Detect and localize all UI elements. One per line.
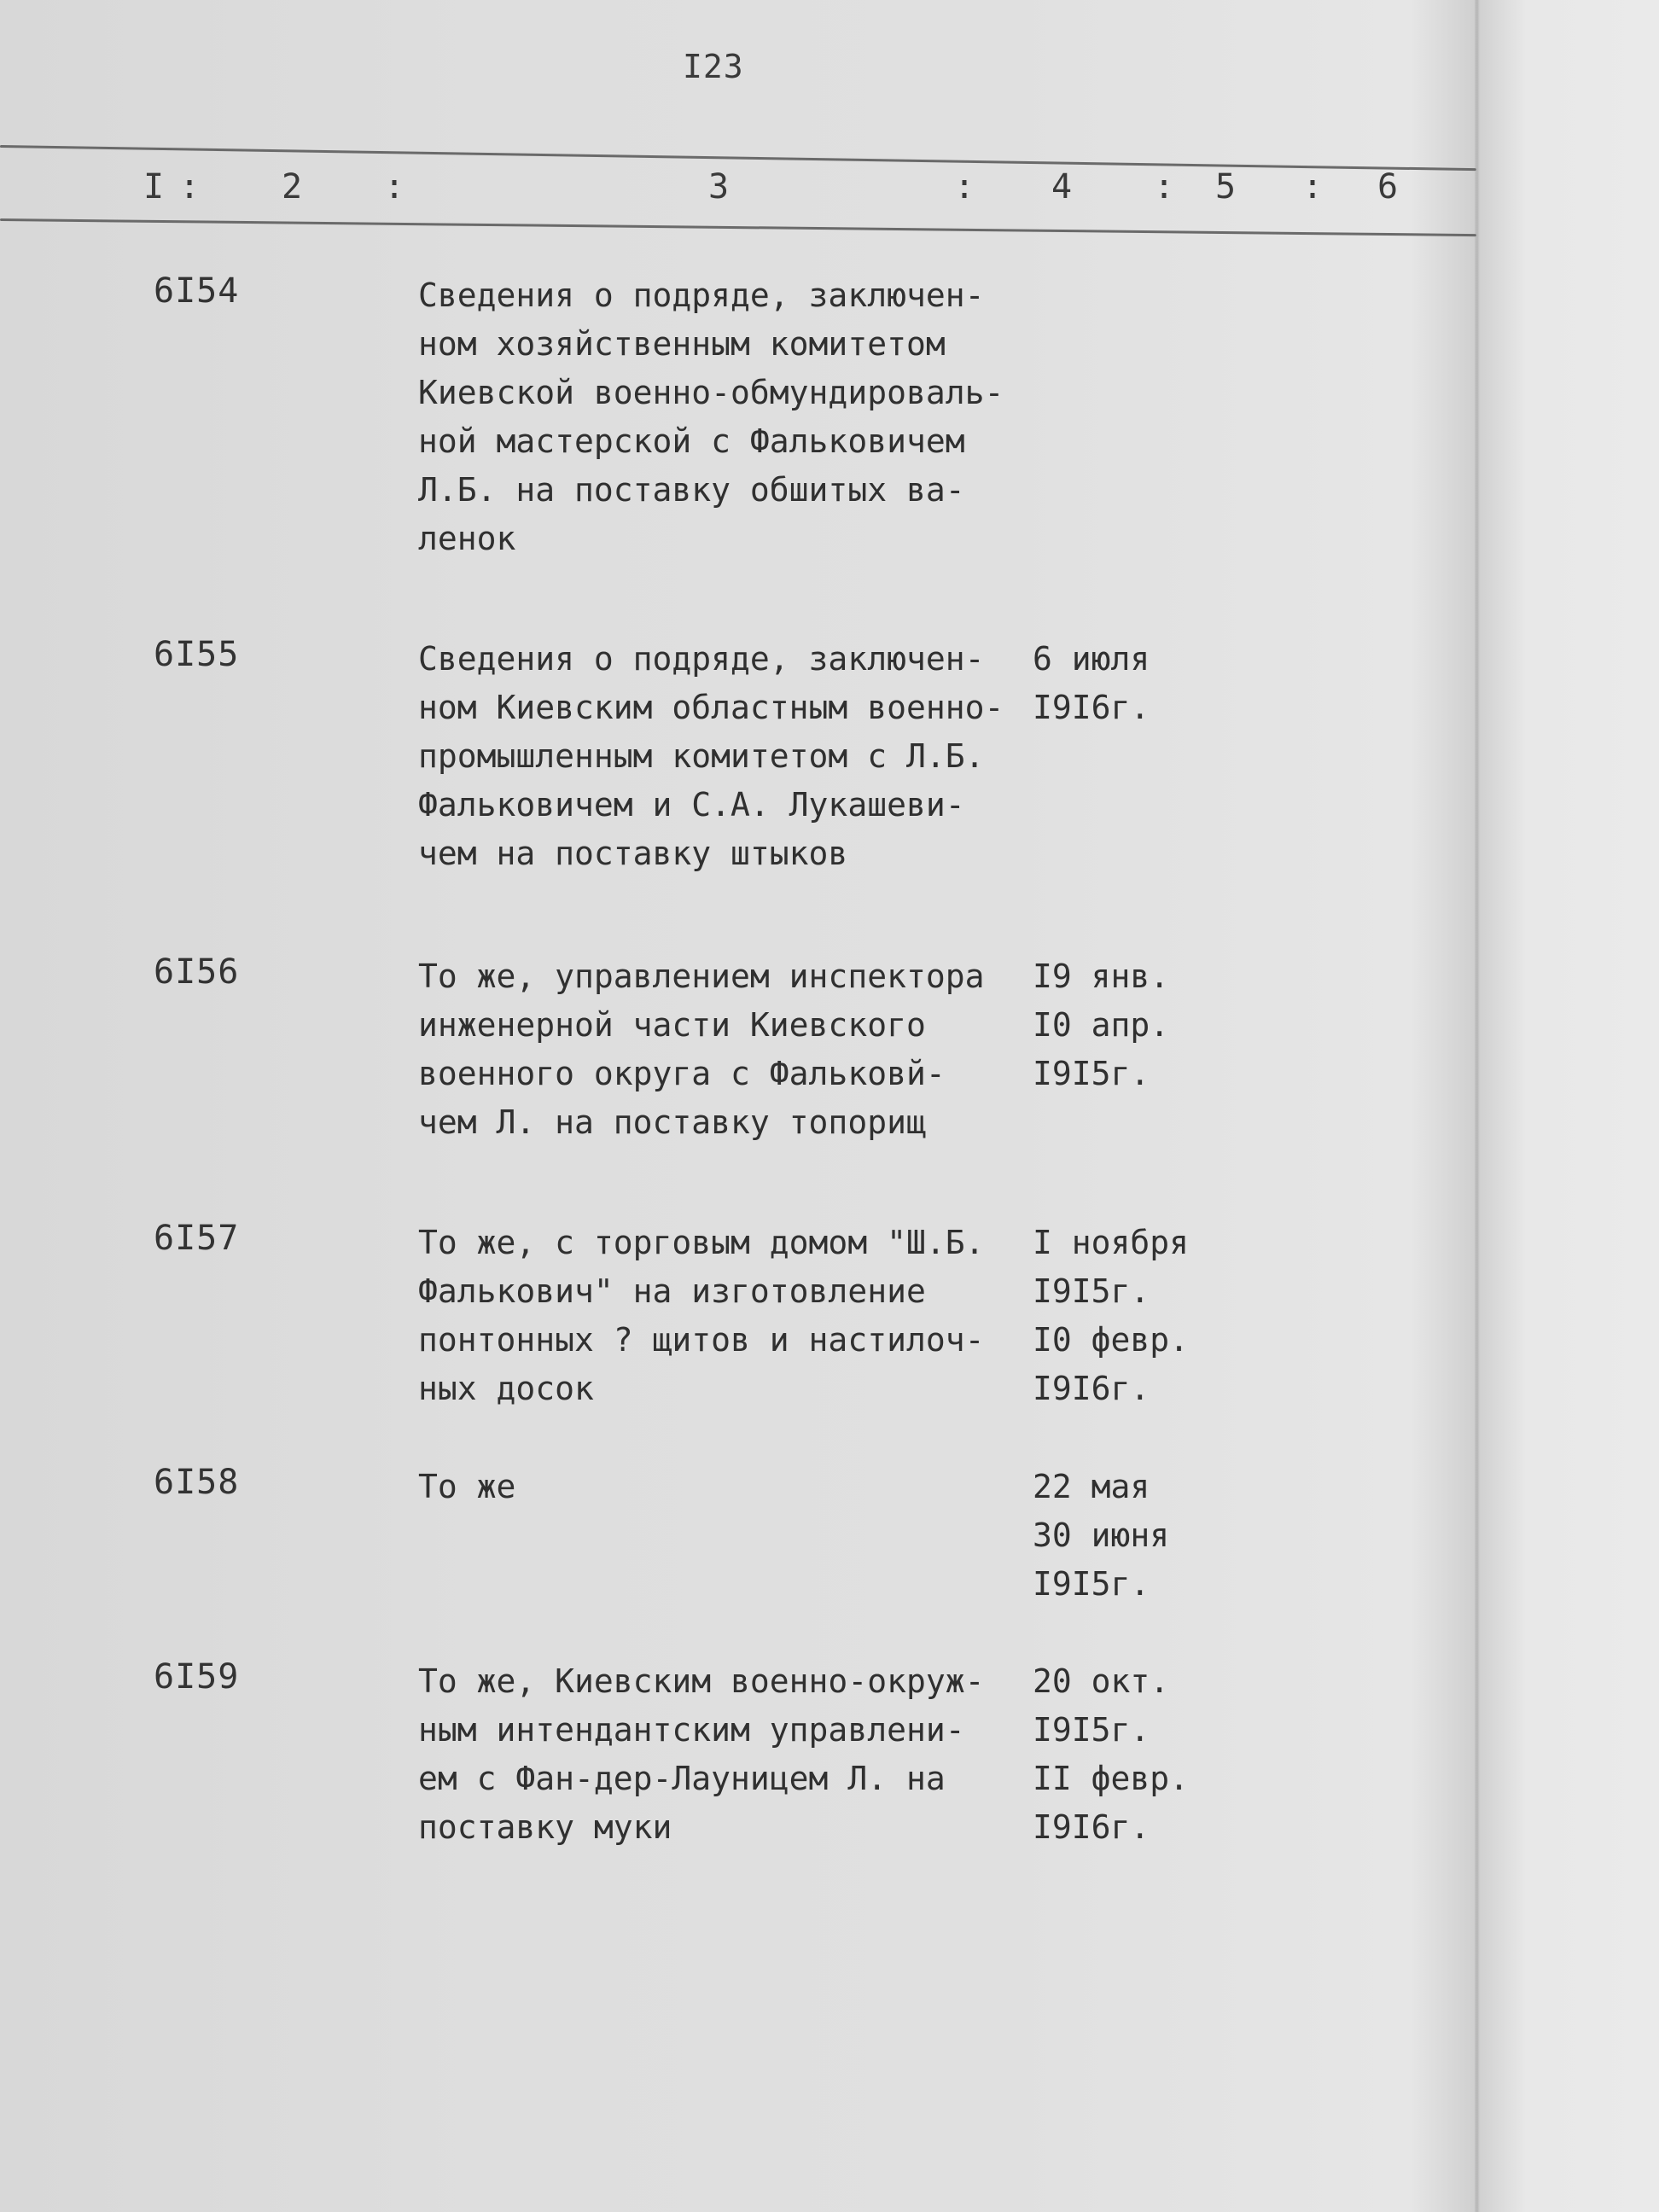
description-line: ных досок <box>418 1370 594 1407</box>
entry-number: 6I59 <box>154 1657 240 1697</box>
description-line: То же, с торговым домом "Ш.Б. <box>418 1224 985 1261</box>
date-line: I9I6г. <box>1033 1370 1150 1407</box>
column-header-1: I <box>143 167 165 207</box>
page-number: I23 <box>683 48 744 85</box>
description-line: промышленным комитетом с Л.Б. <box>418 737 985 775</box>
date-line: I0 февр. <box>1033 1321 1190 1359</box>
description-line: ной мастерской с Фальковичем <box>418 422 965 460</box>
entry-number: 6I54 <box>154 271 240 311</box>
description-line: чем на поставку штыков <box>418 835 848 872</box>
entry-number: 6I56 <box>154 952 240 992</box>
column-header-5: 5 <box>1215 167 1237 207</box>
entry-dates <box>1033 1657 1189 1852</box>
column-separator: : <box>1154 167 1175 207</box>
description-line: То же <box>418 1468 516 1505</box>
header-rule-top <box>0 145 1476 171</box>
date-line: I9I5г. <box>1033 1565 1150 1603</box>
entry-dates <box>1033 1463 1169 1609</box>
column-header-3: 3 <box>708 167 730 207</box>
description-line: Л.Б. на поставку обшитых ва- <box>418 471 965 509</box>
entry-description <box>418 1657 1033 1852</box>
description-line: инженерной части Киевского <box>418 1006 926 1044</box>
entry-dates <box>1033 952 1169 1098</box>
column-separator: : <box>954 167 975 207</box>
column-separator: : <box>384 167 405 207</box>
date-line: I9I5г. <box>1033 1055 1150 1092</box>
entry-number: 6I57 <box>154 1219 240 1258</box>
column-header-4: 4 <box>1051 167 1073 207</box>
description-line: поставку муки <box>418 1808 672 1846</box>
entry-description <box>418 952 1033 1147</box>
date-line: I9I6г. <box>1033 1808 1150 1846</box>
entry-number: 6I55 <box>154 635 240 674</box>
entry-dates <box>1033 635 1150 732</box>
entry-number: 6I58 <box>154 1463 240 1502</box>
entry-description <box>418 1463 1033 1511</box>
description-line: То же, Киевским военно-окруж- <box>418 1662 985 1700</box>
description-line: ем с Фан-дер-Лауницем Л. на <box>418 1760 946 1797</box>
header-rule-bottom <box>0 218 1476 236</box>
entry-description <box>418 635 1033 878</box>
description-line: ном хозяйственным комитетом <box>418 325 946 363</box>
date-line: II февр. <box>1033 1760 1190 1797</box>
description-line: ным интендантским управлени- <box>418 1711 965 1749</box>
date-line: 30 июня <box>1033 1516 1170 1554</box>
column-header-6: 6 <box>1377 167 1399 207</box>
entry-description <box>418 271 1033 563</box>
date-line: I9I5г. <box>1033 1272 1150 1310</box>
description-line: Сведения о подряде, заключен- <box>418 276 985 314</box>
column-header-2: 2 <box>282 167 303 207</box>
date-line: I ноября <box>1033 1224 1190 1261</box>
description-line: Фальковичем и С.А. Лукашеви- <box>418 786 965 824</box>
description-line: ленок <box>418 520 516 557</box>
date-line: I9 янв. <box>1033 958 1170 995</box>
page-edge-shadow <box>1475 0 1480 2212</box>
description-line: Киевской военно-обмундироваль- <box>418 374 1004 411</box>
description-line: Сведения о подряде, заключен- <box>418 640 985 678</box>
column-separator: : <box>179 167 201 207</box>
description-line: военного округа с Фальковй- <box>418 1055 946 1092</box>
date-line: I9I5г. <box>1033 1711 1150 1749</box>
description-line: Фалькович" на изготовление <box>418 1272 926 1310</box>
date-line: 22 мая <box>1033 1468 1150 1505</box>
date-line: I0 апр. <box>1033 1006 1170 1044</box>
column-separator: : <box>1302 167 1324 207</box>
description-line: понтонных ? щитов и настилоч- <box>418 1321 985 1359</box>
description-line: чем Л. на поставку топорищ <box>418 1103 926 1141</box>
description-line: ном Киевским областным военно- <box>418 689 1004 726</box>
date-line: 20 окт. <box>1033 1662 1170 1700</box>
description-line: То же, управлением инспектора <box>418 958 985 995</box>
entry-dates <box>1033 1219 1189 1413</box>
entry-description <box>418 1219 1033 1413</box>
date-line: I9I6г. <box>1033 689 1150 726</box>
date-line: 6 июля <box>1033 640 1150 678</box>
